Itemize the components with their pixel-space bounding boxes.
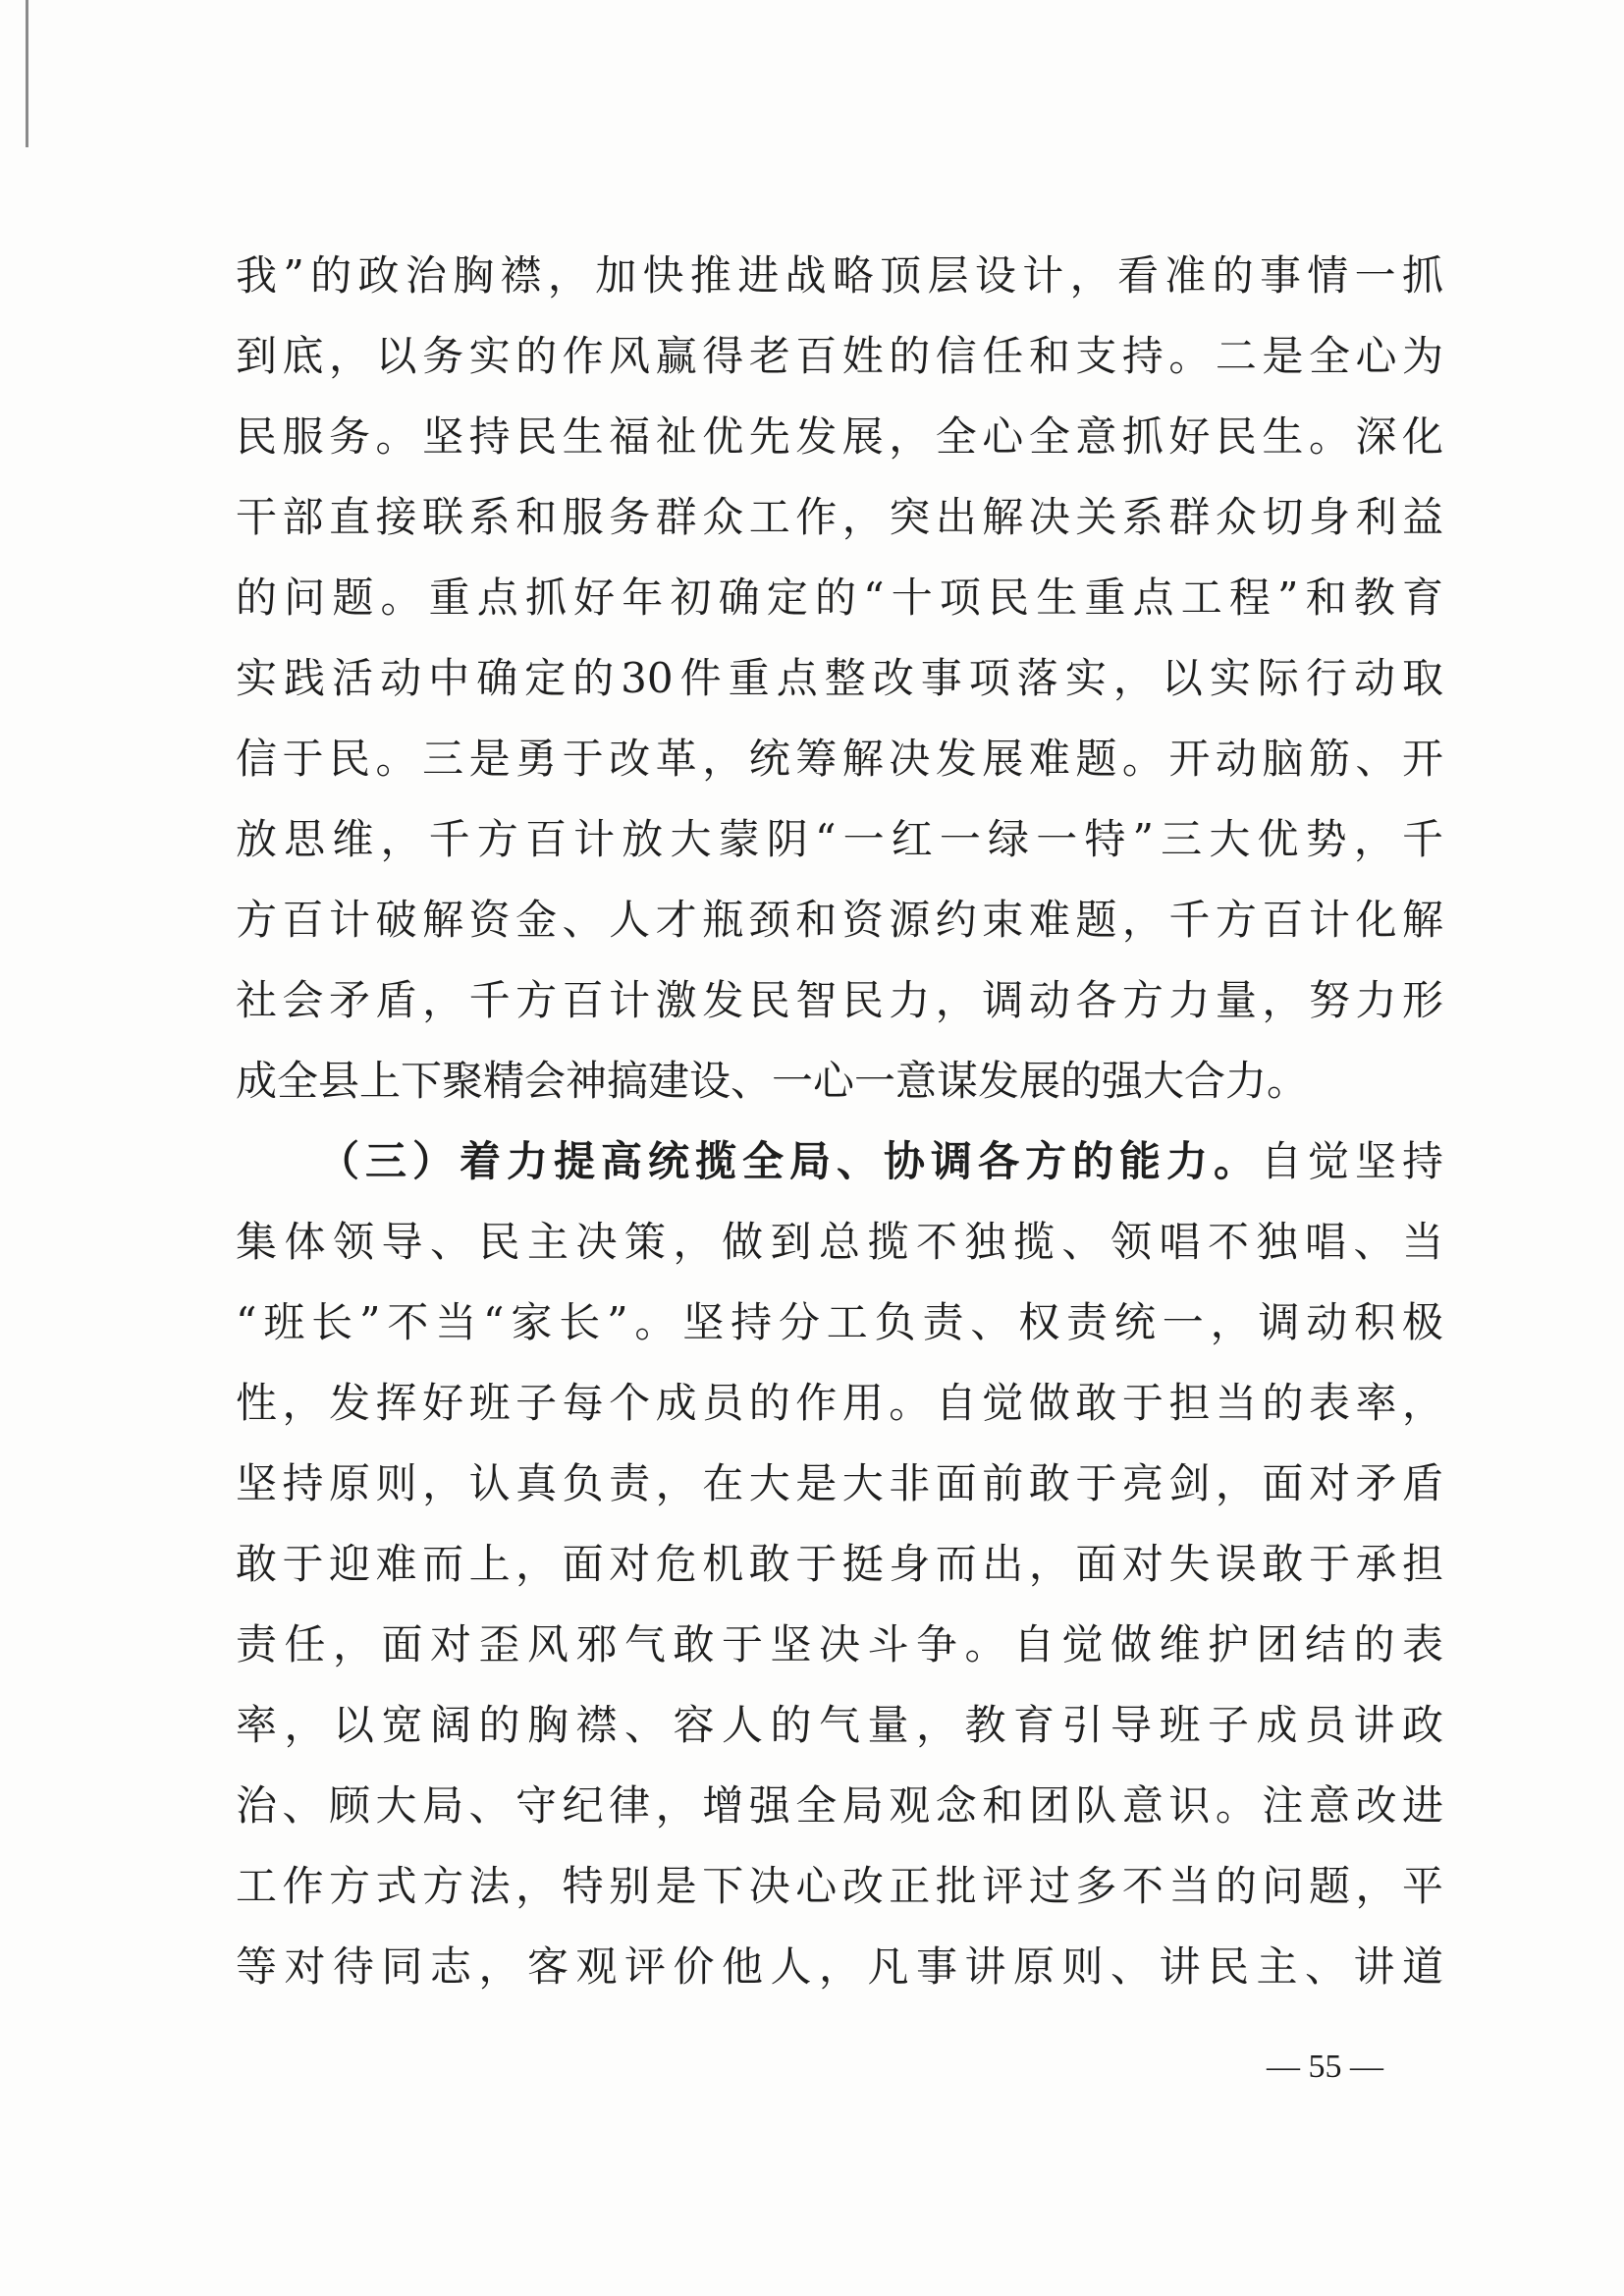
text-line-10: 社会矛盾，千方百计激发民智民力，调动各方力量，努力形 bbox=[236, 976, 1443, 1024]
section-heading: （三）着力提高统揽全局、协调各方的能力。 bbox=[318, 1137, 1261, 1185]
section-line-3: 性，发挥好班子每个成员的作用。自觉做敢于担当的表率， bbox=[236, 1379, 1443, 1427]
section-line-4: 坚持原则，认真负责，在大是大非面前敢于亮剑，面对矛盾 bbox=[236, 1459, 1443, 1507]
text-line-9: 方百计破解资金、人才瓶颈和资源约束难题，千方百计化解 bbox=[236, 896, 1443, 944]
text-line-2: 到底，以务实的作风赢得老百姓的信任和支持。二是全心为 bbox=[236, 332, 1443, 380]
text-line-7: 信于民。三是勇于改革，统筹解决发展难题。开动脑筋、开 bbox=[236, 735, 1443, 783]
section-line-5: 敢于迎难而上，面对危机敢于挺身而出，面对失误敢于承担 bbox=[236, 1540, 1443, 1588]
text-line-3: 民服务。坚持民生福祉优先发展，全心全意抓好民生。深化 bbox=[236, 412, 1443, 461]
section-line-1: 集体领导、民主决策，做到总揽不独揽、领唱不独唱、当 bbox=[236, 1218, 1443, 1266]
section-line-10: 等对待同志，客观评价他人，凡事讲原则、讲民主、讲道 bbox=[236, 1942, 1443, 1991]
section-line-2: “班长”不当“家长”。坚持分工负责、权责统一，调动积极 bbox=[236, 1298, 1443, 1346]
text-line-6: 实践活动中确定的30件重点整改事项落实，以实际行动取 bbox=[236, 654, 1443, 702]
text-line-8: 放思维，千方百计放大蒙阴“一红一绿一特”三大优势，千 bbox=[236, 815, 1443, 863]
text-line-5: 的问题。重点抓好年初确定的“十项民生重点工程”和教育 bbox=[236, 574, 1443, 622]
section-line-9: 工作方式方法，特别是下决心改正批评过多不当的问题，平 bbox=[236, 1862, 1443, 1910]
section-line-8: 治、顾大局、守纪律，增强全局观念和团队意识。注意改进 bbox=[236, 1781, 1443, 1830]
section-line-7: 率，以宽阔的胸襟、容人的气量，教育引导班子成员讲政 bbox=[236, 1701, 1443, 1749]
text-line-11: 成全县上下聚精会神搞建设、一心一意谋发展的强大合力。 bbox=[236, 1057, 1309, 1105]
section-heading-tail: 自觉坚持 bbox=[1260, 1137, 1443, 1185]
text-line-4: 干部直接联系和服务群众工作，突出解决关系群众切身利益 bbox=[236, 493, 1443, 541]
section-heading-line bbox=[236, 1121, 1443, 1202]
binding-edge-line bbox=[26, 0, 28, 147]
text-line-1: 我”的政治胸襟，加快推进战略顶层设计，看准的事情一抓 bbox=[236, 251, 1443, 300]
page-number: — 55 — bbox=[1267, 2049, 1383, 2085]
section-line-6: 责任，面对歪风邪气敢于坚决斗争。自觉做维护团结的表 bbox=[236, 1620, 1443, 1668]
